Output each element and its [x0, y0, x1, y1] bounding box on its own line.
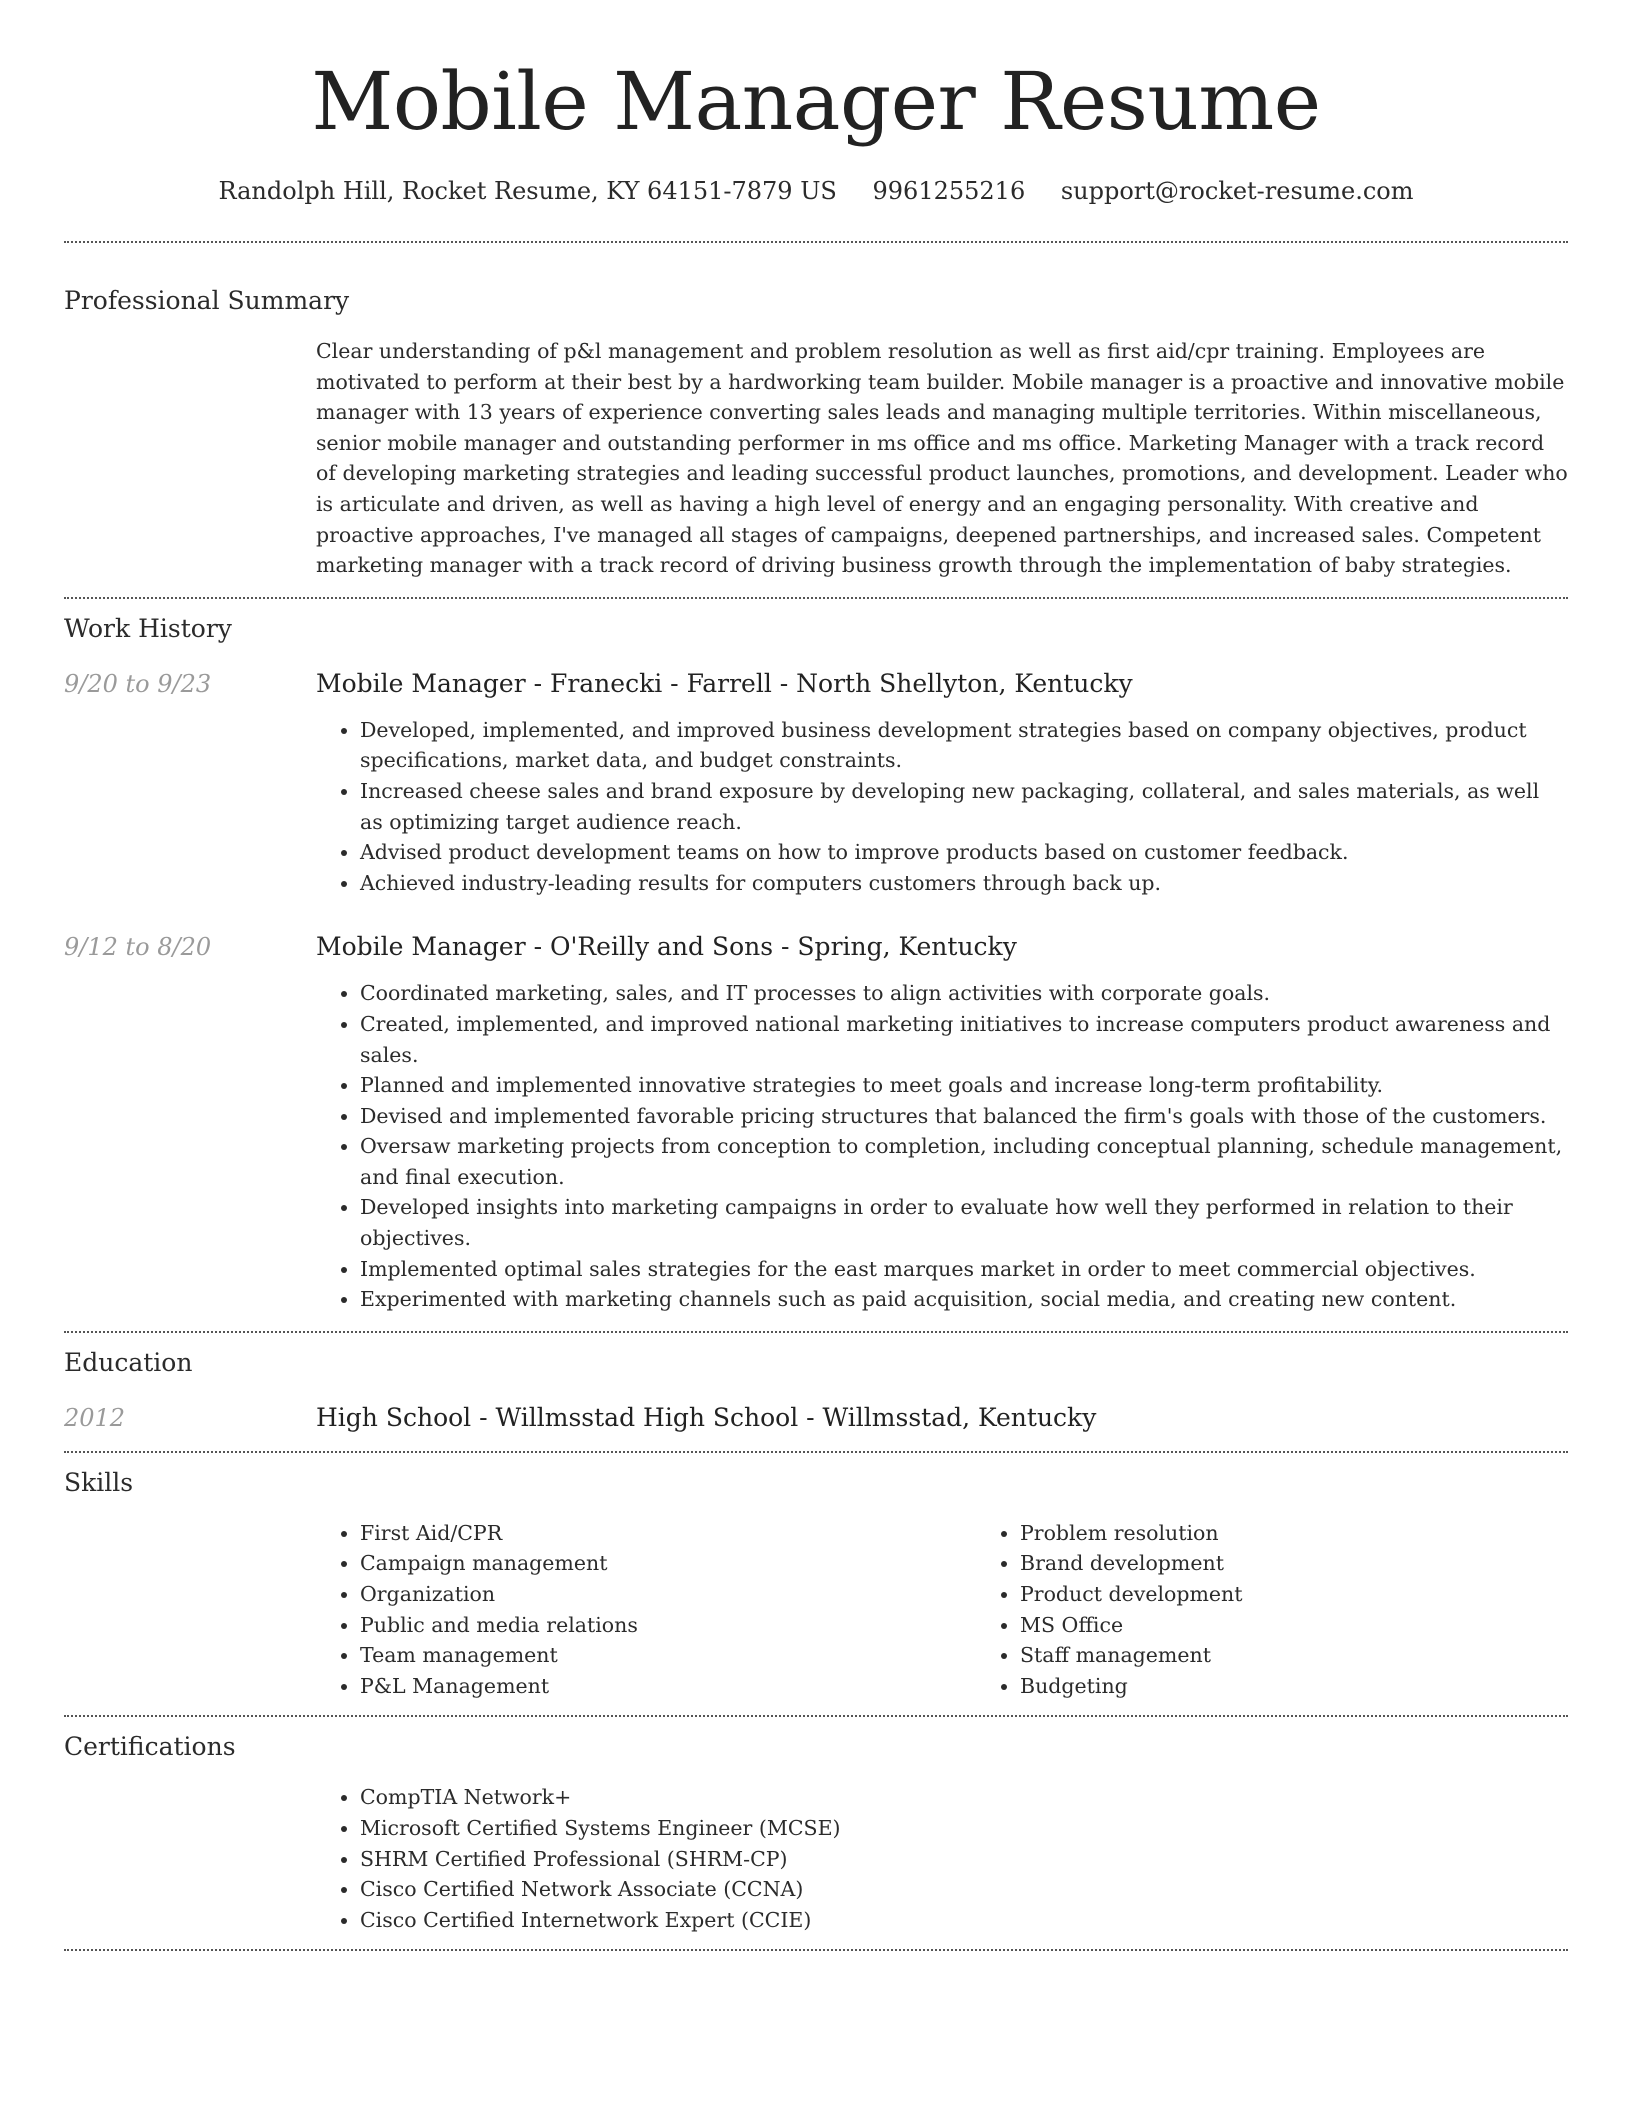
job-details — [316, 667, 1568, 899]
job-heading: Mobile Manager - Franecki - Farrell - North Shellyton, Kentucky — [316, 668, 1133, 698]
job-entry — [64, 930, 1568, 1331]
skills-grid — [316, 1518, 1632, 1702]
contact-email: support@rocket-resume.com — [1060, 177, 1414, 205]
education-section — [64, 1333, 1568, 1451]
list-item: • Cisco Certified Network Associate (CCNA) — [360, 1874, 1568, 1905]
list-item: • Experimented with marketing channels such as paid acquisition, social media, and creating new content. — [360, 1284, 1568, 1315]
list-item: • Problem resolution — [1020, 1518, 1632, 1549]
job-bullets — [316, 978, 1568, 1315]
list-item: • Team management — [360, 1640, 976, 1671]
skills-list-right — [976, 1518, 1632, 1702]
education-year: 2012 — [64, 1403, 126, 1432]
list-item: • Devised and implemented favorable pricing structures that balanced the firm's goals with those of the customers. — [360, 1101, 1568, 1132]
certifications-section — [64, 1717, 1568, 1949]
list-item: • Oversaw marketing projects from conception to completion, including conceptual planning, schedule management, and final execution. — [360, 1131, 1568, 1192]
list-item: • First Aid/CPR — [360, 1518, 976, 1549]
job-bullets — [316, 715, 1568, 899]
education-heading: High School - Willmsstad High School - Willmsstad, Kentucky — [316, 1402, 1097, 1432]
list-item: • Public and media relations — [360, 1610, 976, 1641]
job-dates: 9/12 to 8/20 — [64, 933, 212, 962]
list-item: • Brand development — [1020, 1548, 1632, 1579]
skills-title: Skills — [64, 1467, 134, 1497]
list-item: • Increased cheese sales and brand exposure by developing new packaging, collateral, and sales materials, as well as optimizing target audience reach. — [360, 776, 1568, 837]
certifications-body — [316, 1782, 1568, 1935]
summary-body — [316, 336, 1568, 581]
summary-title: Professional Summary — [64, 286, 350, 315]
list-item: • SHRM Certified Professional (SHRM-CP) — [360, 1844, 1568, 1875]
skills-section — [64, 1453, 1568, 1716]
list-item: • Organization — [360, 1579, 976, 1610]
education-entry — [64, 1401, 1568, 1451]
resume-header — [64, 0, 1568, 208]
job-heading: Mobile Manager - O'Reilly and Sons - Spring, Kentucky — [316, 932, 1017, 962]
list-item: • MS Office — [1020, 1610, 1632, 1641]
summary-row — [64, 336, 1568, 597]
list-item: • P&L Management — [360, 1671, 976, 1702]
list-item: • Developed insights into marketing campaigns in order to evaluate how well they performed in relation to their objectives. — [360, 1192, 1568, 1253]
skills-list-left — [316, 1518, 976, 1702]
list-item: • Achieved industry-leading results for computers customers through back up. — [360, 868, 1568, 899]
list-item: • Implemented optimal sales strategies for the east marques market in order to meet commercial objectives. — [360, 1254, 1568, 1285]
list-item: • CompTIA Network+ — [360, 1782, 1568, 1813]
work-history-section — [64, 599, 1568, 1331]
list-item: • Campaign management — [360, 1548, 976, 1579]
job-dates: 9/20 to 9/23 — [64, 669, 212, 698]
summary-section — [64, 243, 1568, 597]
contact-address: Randolph Hill, Rocket Resume, KY 64151-7879 US — [218, 177, 837, 205]
list-item: • Product development — [1020, 1579, 1632, 1610]
job-details — [316, 930, 1568, 1315]
certifications-list — [316, 1782, 1568, 1935]
contact-line — [64, 174, 1568, 208]
list-item: • Budgeting — [1020, 1671, 1632, 1702]
list-item: • Microsoft Certified Systems Engineer (MCSE) — [360, 1813, 1568, 1844]
job-entry — [64, 667, 1568, 899]
skills-row — [64, 1518, 1568, 1716]
certifications-row — [64, 1782, 1568, 1949]
contact-phone: 9961255216 — [872, 177, 1026, 205]
list-item: • Staff management — [1020, 1640, 1632, 1671]
list-item: • Created, implemented, and improved national marketing initiatives to increase computers product awareness and sales. — [360, 1009, 1568, 1070]
education-details — [316, 1401, 1568, 1435]
list-item: • Coordinated marketing, sales, and IT processes to align activities with corporate goals. — [360, 978, 1568, 1009]
list-item: • Planned and implemented innovative strategies to meet goals and increase long-term profitability. — [360, 1070, 1568, 1101]
work-history-title: Work History — [64, 613, 232, 643]
list-item: • Developed, implemented, and improved business development strategies based on company objectives, product specifications, market data, and budget constraints. — [360, 715, 1568, 776]
section-divider — [64, 1949, 1568, 1951]
list-item: • Advised product development teams on how to improve products based on customer feedback. — [360, 837, 1568, 868]
summary-text: Clear understanding of p&l management and problem resolution as well as first aid/cpr training. Employees are motivated to perform at their best by a hardworking team builder. Mobile manager is a proactive and innovative mobile manager with 13 years of experience converting sales leads and managing multiple territories. Within miscellaneous, senior mobile manager and outstanding performer in ms office and ms office. Marketing Manager with a track record of developing marketing strategies and leading successful product launches, promotions, and development. Leader who is articulate and driven, as well as having a high level of energy and an engaging personality. With creative and proactive approaches, I've managed all stages of campaigns, deepened partnerships, and increased sales. Competent marketing manager with a track record of driving business growth through the implementation of baby strategies. — [316, 339, 1568, 578]
certifications-title: Certifications — [64, 1732, 236, 1762]
list-item: • Cisco Certified Internetwork Expert (CCIE) — [360, 1905, 1568, 1936]
education-title: Education — [64, 1347, 193, 1377]
page-title: Mobile Manager Resume — [311, 55, 1321, 148]
